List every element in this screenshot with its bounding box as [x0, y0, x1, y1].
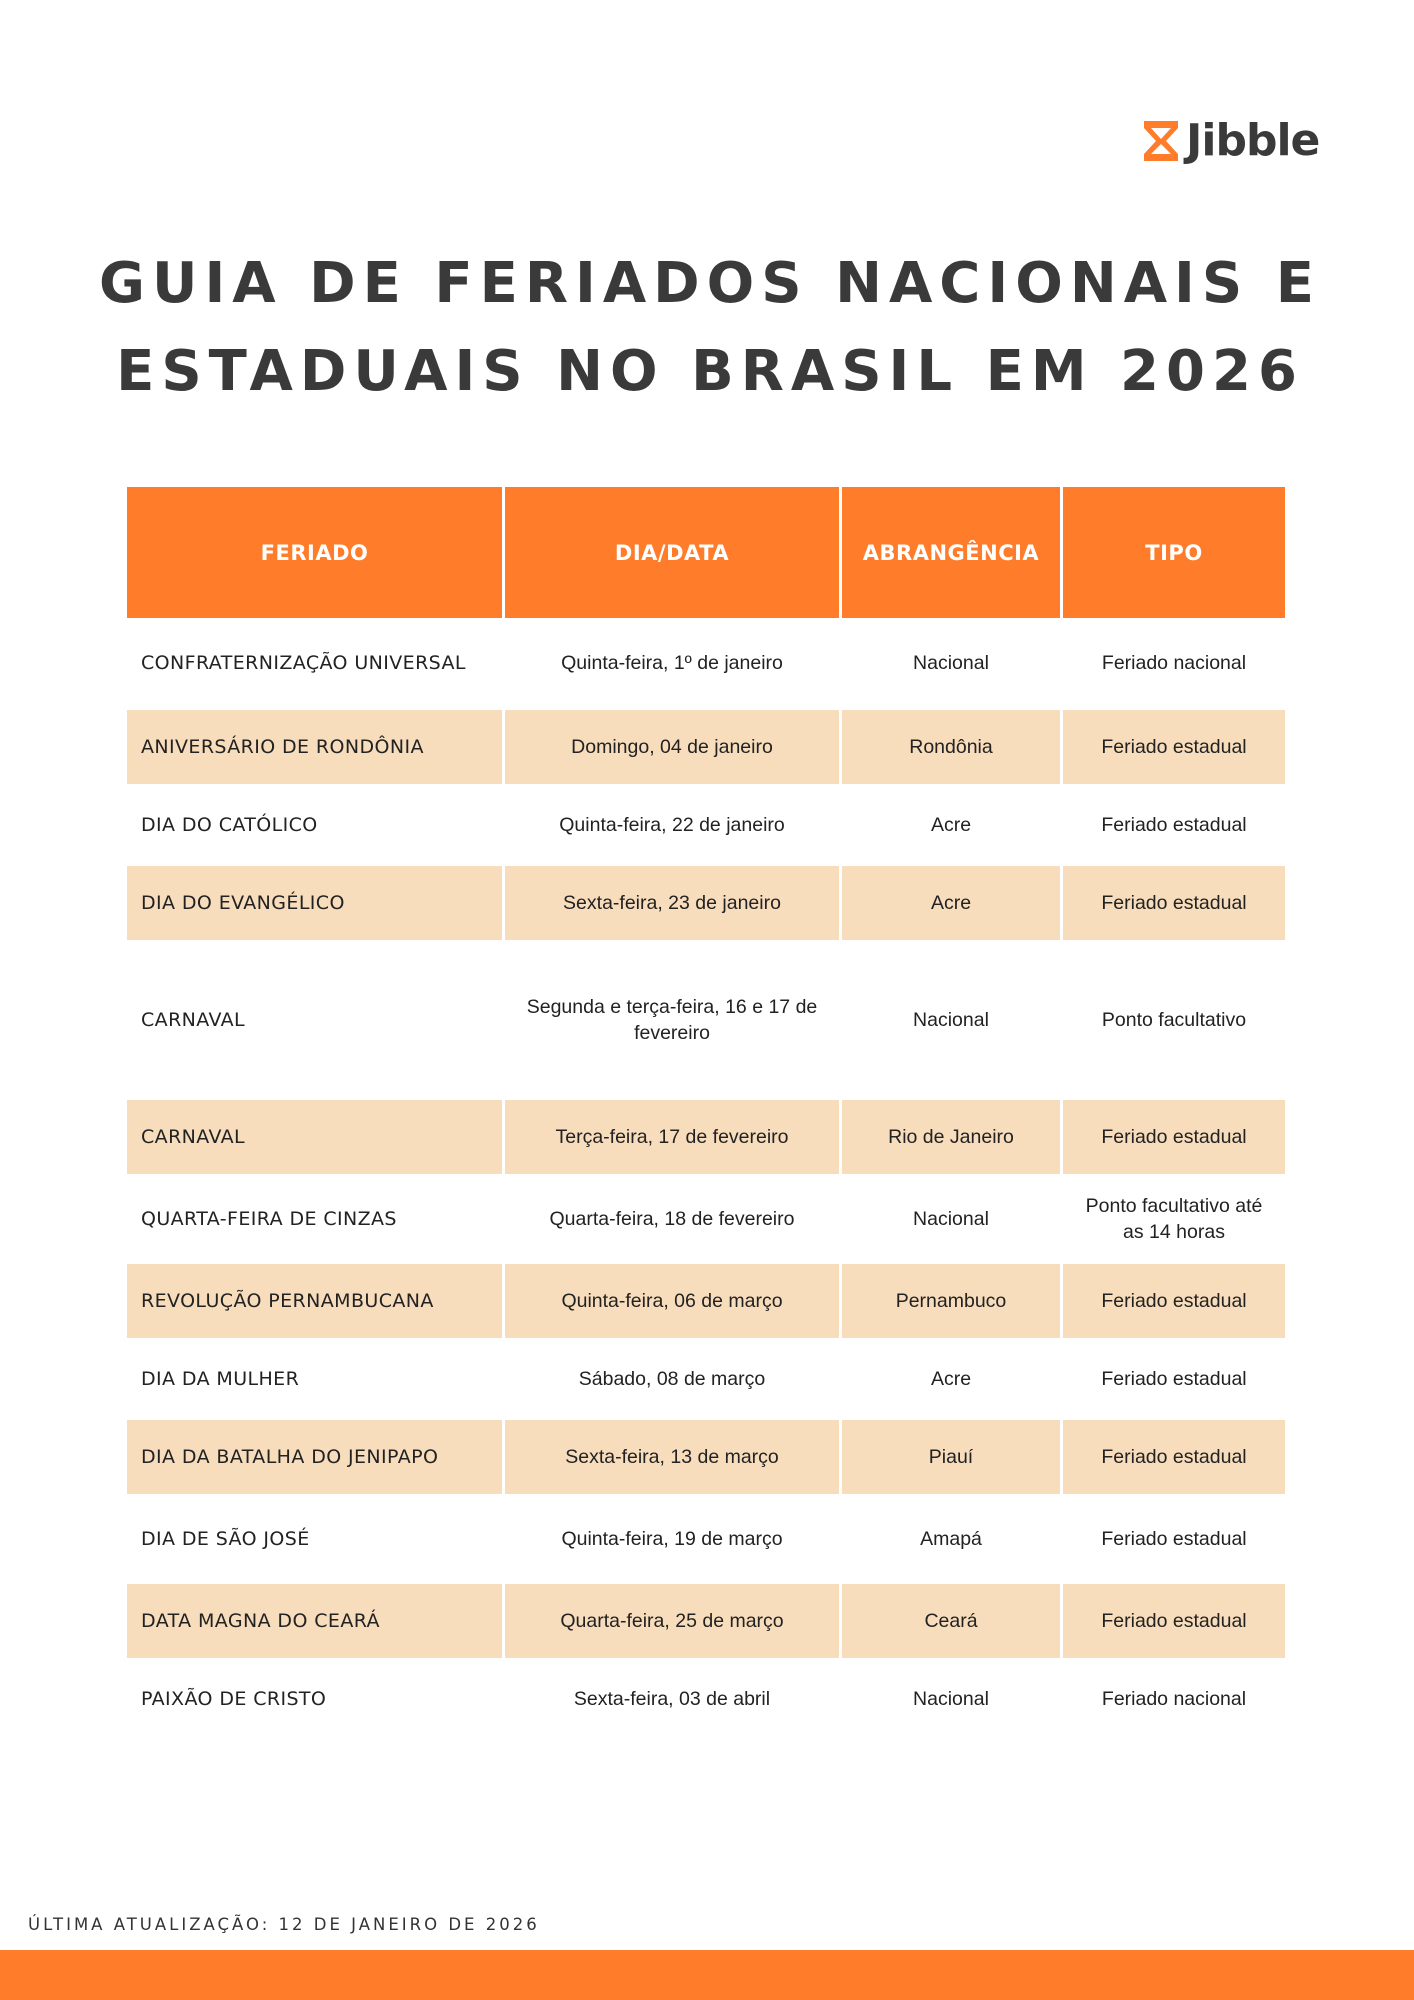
- table-row: [127, 786, 1285, 866]
- brand-name: Jibble: [1186, 115, 1320, 166]
- holiday-type: Feriado estadual: [1063, 1584, 1285, 1660]
- holiday-scope: Rio de Janeiro: [842, 1100, 1060, 1176]
- holiday-name: CONFRATERNIZAÇÃO UNIVERSAL: [127, 618, 502, 710]
- table-row: [127, 942, 1285, 1100]
- table-row: [127, 1420, 1285, 1496]
- holiday-name: CARNAVAL: [127, 942, 502, 1100]
- table-row: [127, 1584, 1285, 1660]
- table-row: [127, 710, 1285, 786]
- table-row: [127, 866, 1285, 942]
- header-abrangencia: ABRANGÊNCIA: [842, 487, 1060, 618]
- holiday-type: Feriado estadual: [1063, 1496, 1285, 1584]
- table-header-row: [127, 487, 1285, 618]
- holiday-scope: Pernambuco: [842, 1264, 1060, 1340]
- holiday-scope: Ceará: [842, 1584, 1060, 1660]
- holiday-date: Quinta-feira, 22 de janeiro: [505, 786, 839, 866]
- holiday-name: DATA MAGNA DO CEARÁ: [127, 1584, 502, 1660]
- holiday-type: Feriado estadual: [1063, 786, 1285, 866]
- holiday-date: Sexta-feira, 23 de janeiro: [505, 866, 839, 942]
- holiday-scope: Acre: [842, 866, 1060, 942]
- holiday-name: DIA DO CATÓLICO: [127, 786, 502, 866]
- brand-logo: [1142, 115, 1319, 166]
- holiday-scope: Nacional: [842, 942, 1060, 1100]
- holiday-scope: Nacional: [842, 1176, 1060, 1264]
- holiday-date: Sexta-feira, 03 de abril: [505, 1660, 839, 1740]
- holidays-table: [124, 487, 1288, 1740]
- header-dia-data: DIA/DATA: [505, 487, 839, 618]
- holiday-name: ANIVERSÁRIO DE RONDÔNIA: [127, 710, 502, 786]
- footer-bar: [0, 1950, 1414, 2000]
- holiday-type: Feriado estadual: [1063, 1420, 1285, 1496]
- holiday-scope: Rondônia: [842, 710, 1060, 786]
- holiday-name: PAIXÃO DE CRISTO: [127, 1660, 502, 1740]
- holiday-name: DIA DA BATALHA DO JENIPAPO: [127, 1420, 502, 1496]
- title-line-2: ESTADUAIS NO BRASIL EM 2026: [116, 339, 1304, 404]
- table-row: [127, 1660, 1285, 1740]
- holiday-type: Ponto facultativo: [1063, 942, 1285, 1100]
- holiday-date: Terça-feira, 17 de fevereiro: [505, 1100, 839, 1176]
- table-row: [127, 618, 1285, 710]
- last-updated-note: ÚLTIMA ATUALIZAÇÃO: 12 DE JANEIRO DE 2026: [28, 1915, 540, 1934]
- holiday-name: DIA DE SÃO JOSÉ: [127, 1496, 502, 1584]
- header-feriado: FERIADO: [127, 487, 502, 618]
- holiday-scope: Acre: [842, 786, 1060, 866]
- table-row: [127, 1496, 1285, 1584]
- holiday-type: Ponto facultativo até as 14 horas: [1063, 1176, 1285, 1264]
- header-tipo: TIPO: [1063, 487, 1285, 618]
- holiday-type: Feriado estadual: [1063, 1100, 1285, 1176]
- holiday-date: Sábado, 08 de março: [505, 1340, 839, 1420]
- holiday-date: Segunda e terça-feira, 16 e 17 de fevereiro: [505, 942, 839, 1100]
- holiday-date: Sexta-feira, 13 de março: [505, 1420, 839, 1496]
- holiday-type: Feriado nacional: [1063, 1660, 1285, 1740]
- holiday-date: Quarta-feira, 25 de março: [505, 1584, 839, 1660]
- holiday-date: Domingo, 04 de janeiro: [505, 710, 839, 786]
- table-row: [127, 1100, 1285, 1176]
- holiday-type: Feriado estadual: [1063, 866, 1285, 942]
- table-row: [127, 1176, 1285, 1264]
- table-row: [127, 1340, 1285, 1420]
- holiday-name: CARNAVAL: [127, 1100, 502, 1176]
- holiday-name: DIA DO EVANGÉLICO: [127, 866, 502, 942]
- hourglass-logo-icon: [1142, 119, 1180, 163]
- holiday-type: Feriado estadual: [1063, 1340, 1285, 1420]
- holiday-type: Feriado estadual: [1063, 1264, 1285, 1340]
- holiday-type: Feriado nacional: [1063, 618, 1285, 710]
- holiday-scope: Amapá: [842, 1496, 1060, 1584]
- holiday-date: Quarta-feira, 18 de fevereiro: [505, 1176, 839, 1264]
- title-line-1: GUIA DE FERIADOS NACIONAIS E: [99, 251, 1321, 316]
- holiday-scope: Nacional: [842, 1660, 1060, 1740]
- holiday-name: QUARTA-FEIRA DE CINZAS: [127, 1176, 502, 1264]
- holiday-scope: Acre: [842, 1340, 1060, 1420]
- holiday-date: Quinta-feira, 1º de janeiro: [505, 618, 839, 710]
- holiday-date: Quinta-feira, 06 de março: [505, 1264, 839, 1340]
- holiday-name: DIA DA MULHER: [127, 1340, 502, 1420]
- table-row: [127, 1264, 1285, 1340]
- holiday-scope: Piauí: [842, 1420, 1060, 1496]
- holiday-name: REVOLUÇÃO PERNAMBUCANA: [127, 1264, 502, 1340]
- holiday-scope: Nacional: [842, 618, 1060, 710]
- holiday-type: Feriado estadual: [1063, 710, 1285, 786]
- page-title: [60, 240, 1360, 416]
- holiday-date: Quinta-feira, 19 de março: [505, 1496, 839, 1584]
